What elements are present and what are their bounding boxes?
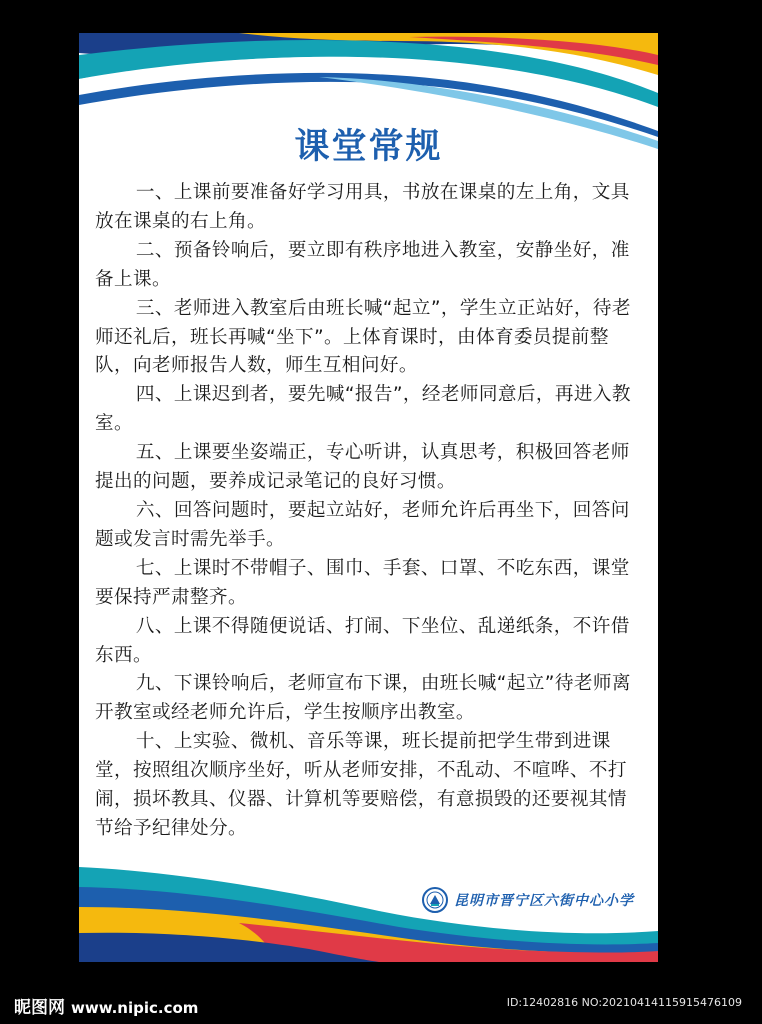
watermark-brand	[14, 993, 198, 1018]
school-name: 昆明市晋宁区六街中心小学	[454, 893, 634, 909]
rule-item: 五、上课要坐姿端正，专心听讲，认真思考，积极回答老师提出的问题，要养成记录笔记的良好习惯。	[95, 442, 630, 493]
page-title: 课堂常规	[294, 127, 443, 167]
rule-item: 一、上课前要准备好学习用具，书放在课桌的左上角，文具放在课桌的右上角。	[95, 182, 630, 232]
rule-item: 七、上课时不带帽子、围巾、手套、口罩、不吃东西，课堂要保持严肃整齐。	[95, 557, 630, 608]
watermark-brand-name: 昵图网	[14, 998, 65, 1018]
rule-item: 四、上课迟到者，要先喊“报告”，经老师同意后，再进入教室。	[95, 384, 631, 435]
watermark-site: www.nipic.com	[71, 999, 199, 1017]
rule-item: 八、上课不得随便说话、打闹、下坐位、乱递纸条，不许借东西。	[95, 615, 630, 666]
rule-item: 二、预备铃响后，要立即有秩序地进入教室，安静坐好，准备上课。	[95, 239, 630, 290]
rule-item: 三、老师进入教室后由班长喊“起立”，学生立正站好，待老师还礼后，班长再喊“坐下”。上体育课时，由体育委员提前整队，向老师报告人数，师生互相问好。	[95, 297, 631, 377]
school-badge	[422, 885, 634, 915]
rules-list	[95, 179, 640, 844]
school-logo-icon	[422, 887, 448, 913]
rule-item: 九、下课铃响后，老师宣布下课，由班长喊“起立”待老师离开教室或经老师允许后，学生按顺序出教室。	[95, 673, 631, 724]
rule-item: 十、上实验、微机、音乐等课，班长提前把学生带到进课堂，按照组次顺序坐好，听从老师安排，不乱动、不喧哗、不打闹，损坏教具、仪器、计算机等要赔偿，有意损毁的还要视其情节给予纪律处分。	[95, 731, 627, 839]
poster	[79, 33, 658, 962]
watermark-id: ID:12402816 NO:20210414115915476109	[506, 996, 742, 1009]
rule-item: 六、回答问题时，要起立站好，老师允许后再坐下，回答问题或发言时需先举手。	[95, 499, 630, 550]
